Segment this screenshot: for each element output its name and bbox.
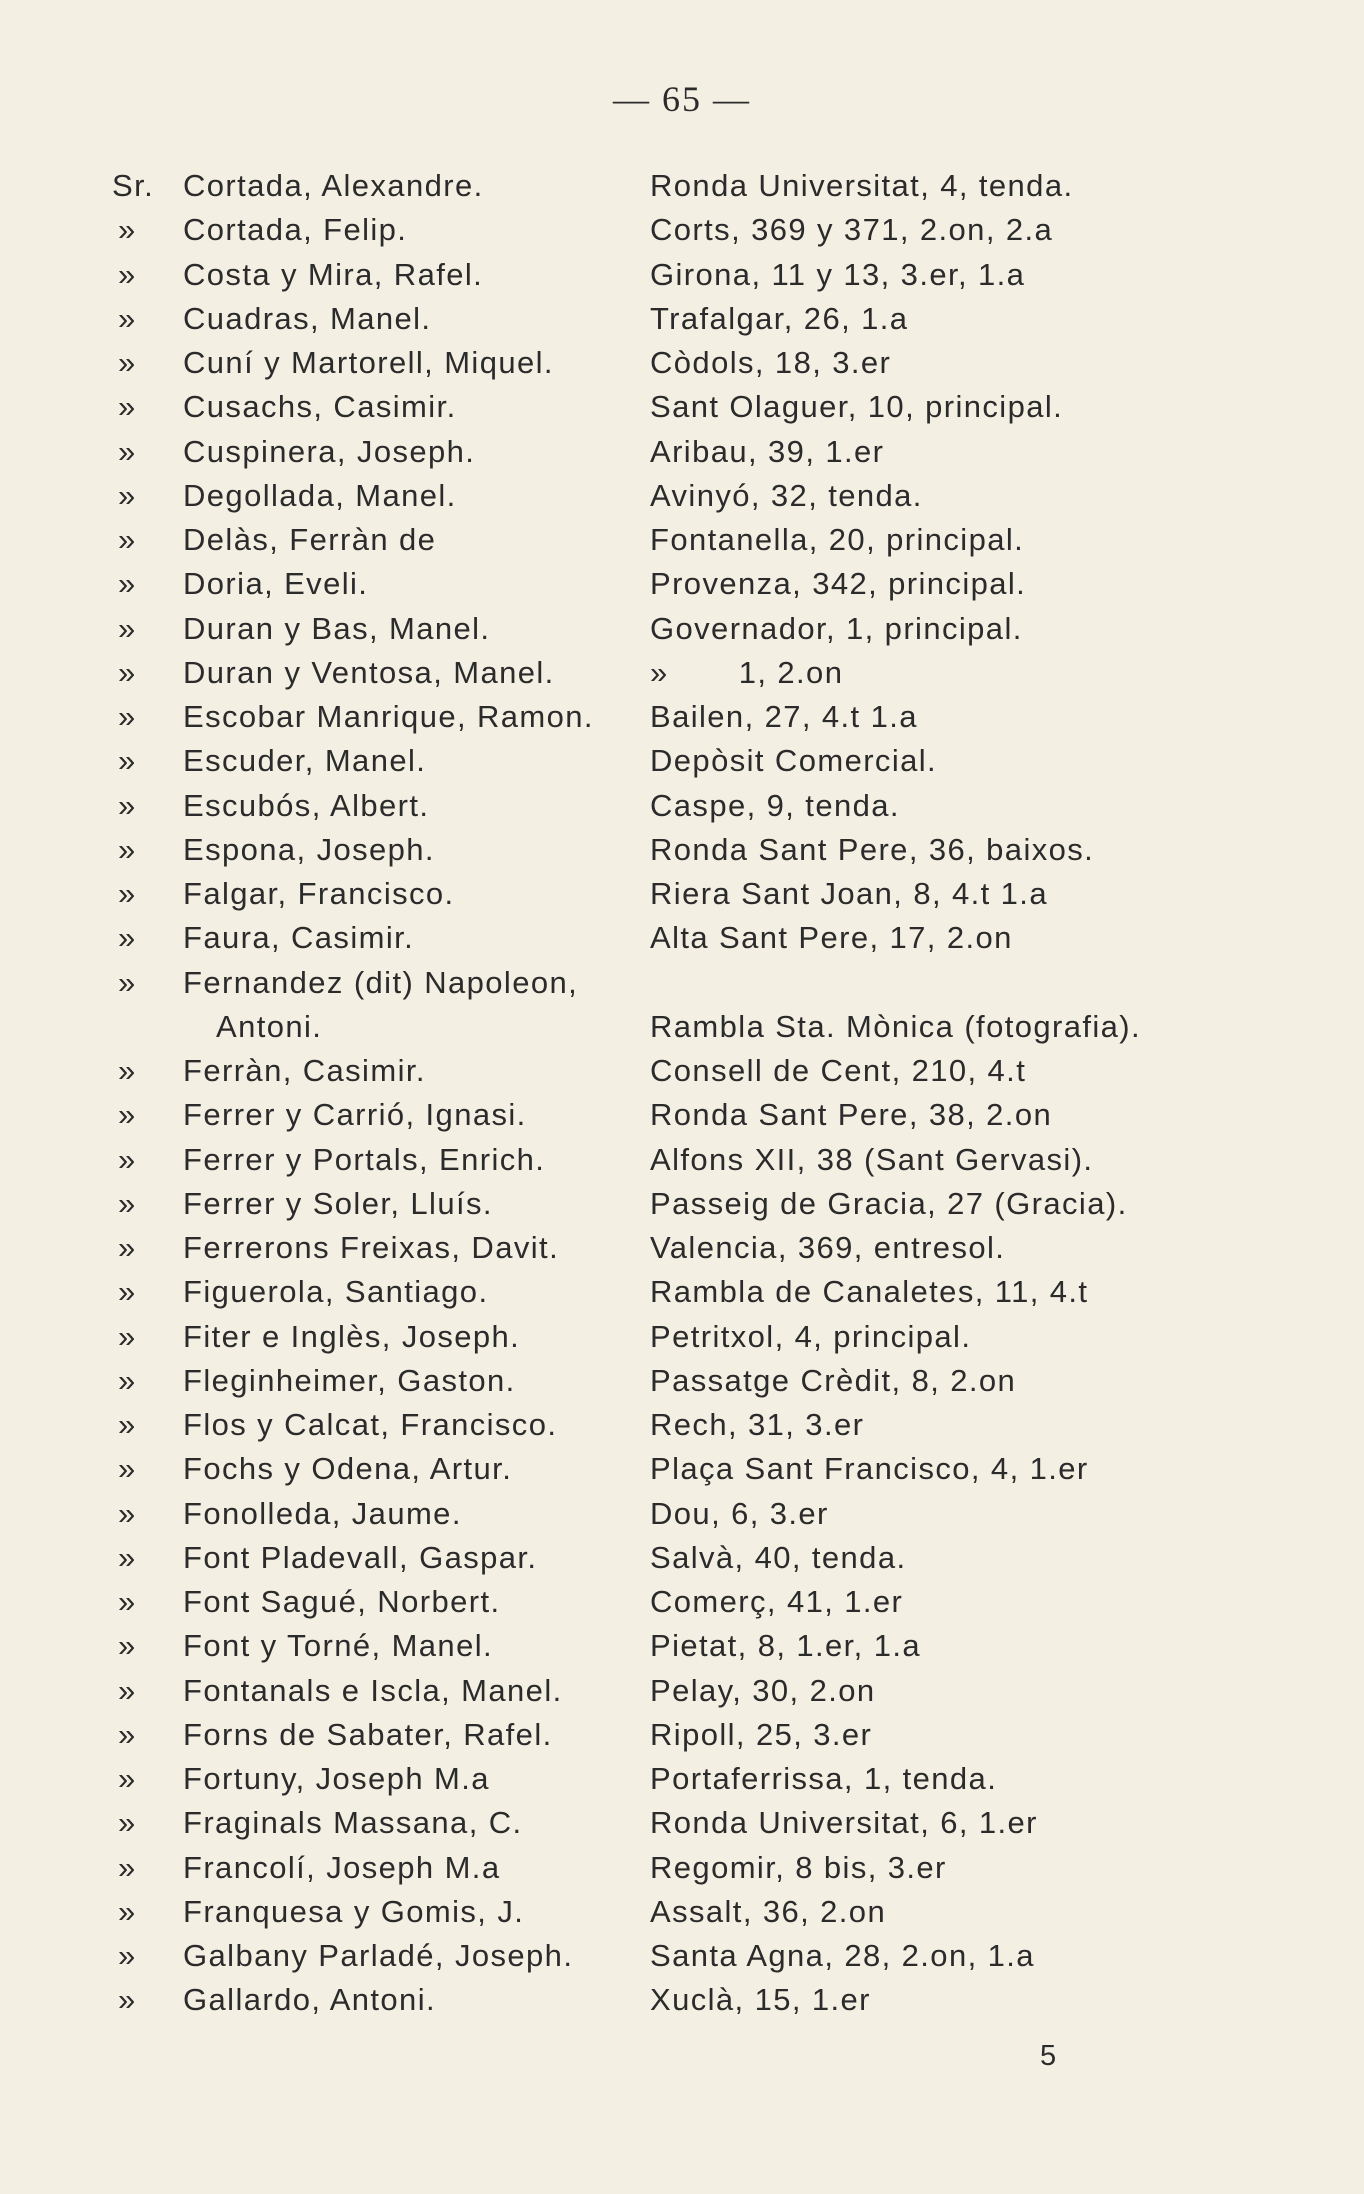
entry-address: Ronda Universitat, 6, 1.er bbox=[650, 1805, 1038, 1841]
directory-entry bbox=[0, 518, 1364, 562]
entry-address: Còdols, 18, 3.er bbox=[650, 345, 892, 380]
entry-title-mark: » bbox=[118, 1185, 137, 1221]
entry-address: Provenza, 342, principal. bbox=[650, 566, 1027, 602]
entry-title-mark: » bbox=[118, 300, 137, 336]
directory-entry bbox=[0, 253, 1364, 297]
entry-name: Fernandez (dit) Napoleon, bbox=[183, 964, 579, 1000]
entry-name: Figuerola, Santiago. bbox=[183, 1274, 489, 1310]
entry-address: Aribau, 39, 1.er bbox=[650, 433, 885, 469]
entry-title-mark: » bbox=[118, 1938, 137, 1973]
directory-entry bbox=[0, 430, 1364, 474]
entry-title-mark: » bbox=[118, 610, 137, 646]
entry-name: Franquesa y Gomis, J. bbox=[183, 1893, 525, 1929]
directory-entry bbox=[0, 1978, 1364, 2022]
entry-name: Fraginals Massana, C. bbox=[183, 1805, 523, 1841]
entry-address: Regomir, 8 bis, 3.er bbox=[650, 1849, 947, 1885]
directory-entry bbox=[0, 562, 1364, 606]
entry-title-mark: » bbox=[118, 964, 137, 1000]
directory-entry bbox=[0, 1182, 1364, 1226]
entry-address: Fontanella, 20, principal. bbox=[650, 522, 1025, 557]
directory-entry bbox=[0, 1890, 1364, 1934]
entry-name: Costa y Mira, Rafel. bbox=[183, 256, 484, 292]
directory-entry bbox=[0, 1624, 1364, 1668]
directory-entry bbox=[0, 164, 1364, 208]
entry-title-mark: » bbox=[118, 1407, 137, 1442]
entry-address: Ronda Universitat, 4, tenda. bbox=[650, 168, 1074, 203]
entry-title-mark: » bbox=[118, 654, 137, 690]
entry-name: Cuspinera, Joseph. bbox=[183, 433, 476, 469]
entry-name: Escuder, Manel. bbox=[183, 743, 427, 779]
entry-name: Ferrer y Portals, Enrich. bbox=[183, 1141, 546, 1177]
entry-address: Caspe, 9, tenda. bbox=[650, 787, 900, 823]
entry-title-mark: » bbox=[118, 787, 137, 823]
directory-entry bbox=[0, 739, 1364, 783]
entry-name: Forns de Sabater, Rafel. bbox=[183, 1716, 553, 1752]
entry-title-mark: » bbox=[118, 1982, 137, 2018]
directory-entry bbox=[0, 872, 1364, 916]
entry-name: Ferrerons Freixas, Davit. bbox=[183, 1230, 560, 1265]
entry-title-mark: » bbox=[118, 389, 137, 425]
entry-address: Assalt, 36, 2.on bbox=[650, 1893, 887, 1929]
directory-entry bbox=[0, 385, 1364, 429]
entry-name: Fontanals e Iscla, Manel. bbox=[183, 1672, 563, 1708]
entry-title-mark: » bbox=[118, 477, 137, 513]
directory-entry bbox=[0, 208, 1364, 252]
directory-entry bbox=[0, 1049, 1364, 1093]
directory-entry bbox=[0, 1403, 1364, 1447]
entry-title-mark: Sr. bbox=[112, 168, 155, 203]
entry-title-mark: » bbox=[118, 1362, 137, 1398]
entry-title-mark: » bbox=[118, 1893, 137, 1929]
entry-name: Ferrer y Soler, Lluís. bbox=[183, 1185, 493, 1221]
directory-entry bbox=[0, 828, 1364, 872]
entry-address: Portaferrissa, 1, tenda. bbox=[650, 1761, 998, 1796]
entry-address: Trafalgar, 26, 1.a bbox=[650, 300, 909, 336]
entry-name: Antoni. bbox=[216, 1008, 323, 1044]
entry-name: Ferràn, Casimir. bbox=[183, 1053, 426, 1088]
entry-name: Francolí, Joseph M.a bbox=[183, 1849, 501, 1885]
entry-address: Ronda Sant Pere, 36, baixos. bbox=[650, 831, 1095, 867]
entry-address: Rambla Sta. Mònica (fotografia). bbox=[650, 1008, 1142, 1044]
directory-entry bbox=[0, 1005, 1364, 1049]
entry-title-mark: » bbox=[118, 876, 137, 911]
entry-address: Salvà, 40, tenda. bbox=[650, 1539, 907, 1575]
directory-entry bbox=[0, 1492, 1364, 1536]
directory-entry bbox=[0, 1757, 1364, 1801]
entry-title-mark: » bbox=[118, 256, 137, 292]
entry-name: Doria, Eveli. bbox=[183, 566, 369, 602]
directory-entry bbox=[0, 474, 1364, 518]
entry-address: Petritxol, 4, principal. bbox=[650, 1318, 972, 1354]
entry-title-mark: » bbox=[118, 1495, 137, 1531]
entry-address: Ronda Sant Pere, 38, 2.on bbox=[650, 1097, 1053, 1133]
entry-title-mark: » bbox=[118, 345, 137, 380]
entry-address: Alta Sant Pere, 17, 2.on bbox=[650, 920, 1013, 956]
entry-title-mark: » bbox=[118, 831, 137, 867]
directory-entry bbox=[0, 1093, 1364, 1137]
entry-address: Xuclà, 15, 1.er bbox=[650, 1982, 871, 2018]
directory-entry bbox=[0, 1315, 1364, 1359]
entry-title-mark: » bbox=[118, 1230, 137, 1265]
directory-entry bbox=[0, 1669, 1364, 1713]
entry-address: Plaça Sant Francisco, 4, 1.er bbox=[650, 1451, 1089, 1487]
directory-entry bbox=[0, 916, 1364, 960]
entry-name: Ferrer y Carrió, Ignasi. bbox=[183, 1097, 527, 1133]
entry-name: Faura, Casimir. bbox=[183, 920, 415, 956]
entry-name: Cuadras, Manel. bbox=[183, 300, 432, 336]
entry-title-mark: » bbox=[118, 1141, 137, 1177]
entry-address: Passeig de Gracia, 27 (Gracia). bbox=[650, 1185, 1128, 1221]
directory-entry bbox=[0, 1846, 1364, 1890]
entry-title-mark: » bbox=[118, 920, 137, 956]
directory-entry bbox=[0, 1226, 1364, 1270]
directory-entry bbox=[0, 1934, 1364, 1978]
entry-name: Fonolleda, Jaume. bbox=[183, 1495, 462, 1531]
entry-name: Flos y Calcat, Francisco. bbox=[183, 1407, 558, 1442]
directory-entry bbox=[0, 1801, 1364, 1845]
entry-address: Alfons XII, 38 (Sant Gervasi). bbox=[650, 1141, 1094, 1177]
entry-title-mark: » bbox=[118, 1053, 137, 1088]
entry-title-mark: » bbox=[118, 1849, 137, 1885]
entry-name: Duran y Bas, Manel. bbox=[183, 610, 491, 646]
entry-name: Fleginheimer, Gaston. bbox=[183, 1362, 516, 1398]
entry-title-mark: » bbox=[118, 1451, 137, 1487]
entry-title-mark: » bbox=[118, 1097, 137, 1133]
directory-entry bbox=[0, 784, 1364, 828]
entry-name: Delàs, Ferràn de bbox=[183, 522, 437, 557]
directory-entry bbox=[0, 1536, 1364, 1580]
entry-title-mark: » bbox=[118, 1805, 137, 1841]
page-number: — 65 — bbox=[613, 79, 751, 119]
entry-name: Font Pladevall, Gaspar. bbox=[183, 1539, 538, 1575]
entry-address: Depòsit Comercial. bbox=[650, 743, 938, 779]
entry-address: Riera Sant Joan, 8, 4.t 1.a bbox=[650, 876, 1048, 911]
entry-name: Gallardo, Antoni. bbox=[183, 1982, 437, 2018]
entry-name: Font y Torné, Manel. bbox=[183, 1628, 494, 1664]
entry-name: Fochs y Odena, Artur. bbox=[183, 1451, 513, 1487]
entry-name: Cortada, Alexandre. bbox=[183, 168, 484, 203]
directory-entry bbox=[0, 1580, 1364, 1624]
directory-entry bbox=[0, 1713, 1364, 1757]
entry-name: Degollada, Manel. bbox=[183, 477, 457, 513]
entry-name: Fortuny, Joseph M.a bbox=[183, 1761, 490, 1796]
signature-mark: 5 bbox=[1040, 2040, 1057, 2072]
directory-entry bbox=[0, 1138, 1364, 1182]
entry-address: Valencia, 369, entresol. bbox=[650, 1230, 1006, 1265]
entry-title-mark: » bbox=[118, 1318, 137, 1354]
entry-address: Consell de Cent, 210, 4.t bbox=[650, 1053, 1027, 1088]
entry-name: Cortada, Felip. bbox=[183, 212, 408, 248]
entry-address: Girona, 11 y 13, 3.er, 1.a bbox=[650, 256, 1026, 292]
directory-entry bbox=[0, 1447, 1364, 1491]
entry-address: Pelay, 30, 2.on bbox=[650, 1672, 876, 1708]
entry-name: Duran y Ventosa, Manel. bbox=[183, 654, 555, 690]
entry-title-mark: » bbox=[118, 1761, 137, 1796]
entry-title-mark: » bbox=[118, 566, 137, 602]
directory-entry bbox=[0, 651, 1364, 695]
directory-entry bbox=[0, 1359, 1364, 1403]
entry-title-mark: » bbox=[118, 1672, 137, 1708]
directory-entry bbox=[0, 1270, 1364, 1314]
entry-address: Ripoll, 25, 3.er bbox=[650, 1716, 873, 1752]
entry-address: Dou, 6, 3.er bbox=[650, 1495, 829, 1531]
entry-title-mark: » bbox=[118, 1584, 137, 1619]
entry-name: Falgar, Francisco. bbox=[183, 876, 455, 911]
entry-name: Font Sagué, Norbert. bbox=[183, 1584, 501, 1619]
entry-name: Cusachs, Casimir. bbox=[183, 389, 457, 425]
entry-title-mark: » bbox=[118, 433, 137, 469]
entry-name: Galbany Parladé, Joseph. bbox=[183, 1938, 574, 1973]
entry-address: Governador, 1, principal. bbox=[650, 610, 1023, 646]
entry-address: Rech, 31, 3.er bbox=[650, 1407, 865, 1442]
entry-address: Avinyó, 32, tenda. bbox=[650, 477, 923, 513]
entry-address: Passatge Crèdit, 8, 2.on bbox=[650, 1362, 1017, 1398]
directory-entry bbox=[0, 607, 1364, 651]
entry-address: Bailen, 27, 4.t 1.a bbox=[650, 699, 918, 734]
entry-title-mark: » bbox=[118, 699, 137, 734]
entry-address: Corts, 369 y 371, 2.on, 2.a bbox=[650, 212, 1054, 248]
directory-entry bbox=[0, 695, 1364, 739]
entry-address: Sant Olaguer, 10, principal. bbox=[650, 389, 1064, 425]
entry-title-mark: » bbox=[118, 1274, 137, 1310]
entry-name: Fiter e Inglès, Joseph. bbox=[183, 1318, 521, 1354]
entry-title-mark: » bbox=[118, 1539, 137, 1575]
entry-title-mark: » bbox=[118, 1716, 137, 1752]
directory-entry bbox=[0, 341, 1364, 385]
entry-title-mark: » bbox=[118, 522, 137, 557]
entry-name: Escubós, Albert. bbox=[183, 787, 430, 823]
entry-address: Pietat, 8, 1.er, 1.a bbox=[650, 1628, 921, 1664]
entry-address: Santa Agna, 28, 2.on, 1.a bbox=[650, 1938, 1035, 1973]
entry-title-mark: » bbox=[118, 1628, 137, 1664]
entry-name: Cuní y Martorell, Miquel. bbox=[183, 345, 554, 380]
entry-title-mark: » bbox=[118, 212, 137, 248]
entry-address: Rambla de Canaletes, 11, 4.t bbox=[650, 1274, 1089, 1310]
entry-address: » 1, 2.on bbox=[650, 654, 844, 690]
entry-title-mark: » bbox=[118, 743, 137, 779]
entry-name: Espona, Joseph. bbox=[183, 831, 435, 867]
entry-address: Comerç, 41, 1.er bbox=[650, 1584, 904, 1619]
entry-name: Escobar Manrique, Ramon. bbox=[183, 699, 594, 734]
directory-entry bbox=[0, 297, 1364, 341]
directory-entry bbox=[0, 961, 1364, 1005]
